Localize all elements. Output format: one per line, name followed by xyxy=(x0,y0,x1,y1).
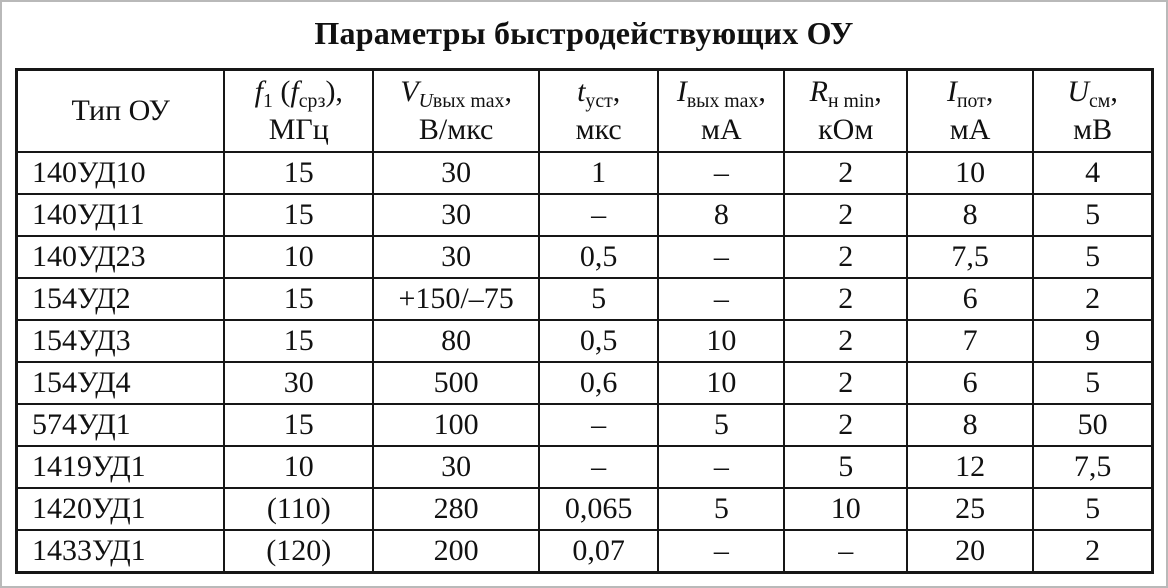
value-cell: 2 xyxy=(1033,530,1152,573)
value-cell: 0,07 xyxy=(539,530,658,573)
value-cell: 15 xyxy=(224,152,373,194)
device-type-cell: 140УД10 xyxy=(17,152,225,194)
table-body xyxy=(17,152,1153,573)
value-cell: – xyxy=(658,236,784,278)
value-cell: 5 xyxy=(658,488,784,530)
page-title: Параметры быстродействующих ОУ xyxy=(314,15,854,51)
table-row xyxy=(17,194,1153,236)
value-cell: 4 xyxy=(1033,152,1152,194)
value-cell: 8 xyxy=(658,194,784,236)
value-cell: 15 xyxy=(224,404,373,446)
value-cell: 10 xyxy=(658,362,784,404)
value-cell: 2 xyxy=(1033,278,1152,320)
value-cell: 2 xyxy=(784,362,907,404)
parameters-table xyxy=(15,68,1154,574)
device-type-cell: 1419УД1 xyxy=(17,446,225,488)
value-cell: 15 xyxy=(224,320,373,362)
device-type-cell: 140УД23 xyxy=(17,236,225,278)
value-cell: 50 xyxy=(1033,404,1152,446)
value-cell: 80 xyxy=(373,320,539,362)
value-cell: (110) xyxy=(224,488,373,530)
device-type-cell: 1433УД1 xyxy=(17,530,225,573)
value-cell: 15 xyxy=(224,194,373,236)
column-header-load-resistance: Rн min, кОм xyxy=(784,70,907,153)
table-row xyxy=(17,278,1153,320)
table-row xyxy=(17,446,1153,488)
value-cell: 5 xyxy=(1033,362,1152,404)
table-row xyxy=(17,236,1153,278)
table-header-row xyxy=(17,70,1153,153)
value-cell: 5 xyxy=(539,278,658,320)
column-header-type: Тип ОУ xyxy=(17,70,225,153)
value-cell: 2 xyxy=(784,152,907,194)
table-row xyxy=(17,530,1153,573)
value-cell: 25 xyxy=(907,488,1033,530)
value-cell: 10 xyxy=(784,488,907,530)
table-row xyxy=(17,152,1153,194)
value-cell: 12 xyxy=(907,446,1033,488)
value-cell: 0,6 xyxy=(539,362,658,404)
value-cell: – xyxy=(539,194,658,236)
value-cell: 10 xyxy=(224,236,373,278)
value-cell: – xyxy=(784,530,907,573)
device-type-cell: 140УД11 xyxy=(17,194,225,236)
table-row xyxy=(17,404,1153,446)
value-cell: 2 xyxy=(784,194,907,236)
value-cell: – xyxy=(539,446,658,488)
value-cell: 15 xyxy=(224,278,373,320)
column-header-offset-voltage: Uсм, мВ xyxy=(1033,70,1152,153)
value-cell: 30 xyxy=(224,362,373,404)
value-cell: – xyxy=(658,446,784,488)
value-cell: 2 xyxy=(784,404,907,446)
value-cell: 10 xyxy=(658,320,784,362)
value-cell: 5 xyxy=(658,404,784,446)
value-cell: 2 xyxy=(784,278,907,320)
value-cell: 30 xyxy=(373,446,539,488)
value-cell: – xyxy=(539,404,658,446)
value-cell: 6 xyxy=(907,278,1033,320)
value-cell: 30 xyxy=(373,152,539,194)
value-cell: 5 xyxy=(1033,194,1152,236)
value-cell: 8 xyxy=(907,194,1033,236)
value-cell: 0,5 xyxy=(539,236,658,278)
value-cell: (120) xyxy=(224,530,373,573)
value-cell: 20 xyxy=(907,530,1033,573)
value-cell: 7,5 xyxy=(1033,446,1152,488)
value-cell: 7 xyxy=(907,320,1033,362)
device-type-cell: 154УД2 xyxy=(17,278,225,320)
value-cell: 280 xyxy=(373,488,539,530)
column-header-f1: f1 (fсрз), МГц xyxy=(224,70,373,153)
table-row xyxy=(17,362,1153,404)
value-cell: 0,065 xyxy=(539,488,658,530)
value-cell: +150/–75 xyxy=(373,278,539,320)
value-cell: 6 xyxy=(907,362,1033,404)
device-type-cell: 154УД3 xyxy=(17,320,225,362)
value-cell: 200 xyxy=(373,530,539,573)
value-cell: 10 xyxy=(907,152,1033,194)
value-cell: 10 xyxy=(224,446,373,488)
column-header-supply-current: Iпот, мА xyxy=(907,70,1033,153)
value-cell: 2 xyxy=(784,320,907,362)
value-cell: 1 xyxy=(539,152,658,194)
device-type-cell: 154УД4 xyxy=(17,362,225,404)
value-cell: 5 xyxy=(1033,488,1152,530)
value-cell: – xyxy=(658,278,784,320)
value-cell: 100 xyxy=(373,404,539,446)
device-type-cell: 1420УД1 xyxy=(17,488,225,530)
value-cell: 0,5 xyxy=(539,320,658,362)
value-cell: 30 xyxy=(373,236,539,278)
value-cell: 5 xyxy=(784,446,907,488)
value-cell: 500 xyxy=(373,362,539,404)
value-cell: 2 xyxy=(784,236,907,278)
value-cell: – xyxy=(658,530,784,573)
value-cell: 5 xyxy=(1033,236,1152,278)
column-header-slew-rate: VUвых max, В/мкс xyxy=(373,70,539,153)
table-row xyxy=(17,488,1153,530)
column-header-output-current: Iвых max, мА xyxy=(658,70,784,153)
column-header-settling-time: tуст, мкс xyxy=(539,70,658,153)
table-row xyxy=(17,320,1153,362)
value-cell: 30 xyxy=(373,194,539,236)
value-cell: 7,5 xyxy=(907,236,1033,278)
device-type-cell: 574УД1 xyxy=(17,404,225,446)
value-cell: 9 xyxy=(1033,320,1152,362)
value-cell: – xyxy=(658,152,784,194)
value-cell: 8 xyxy=(907,404,1033,446)
